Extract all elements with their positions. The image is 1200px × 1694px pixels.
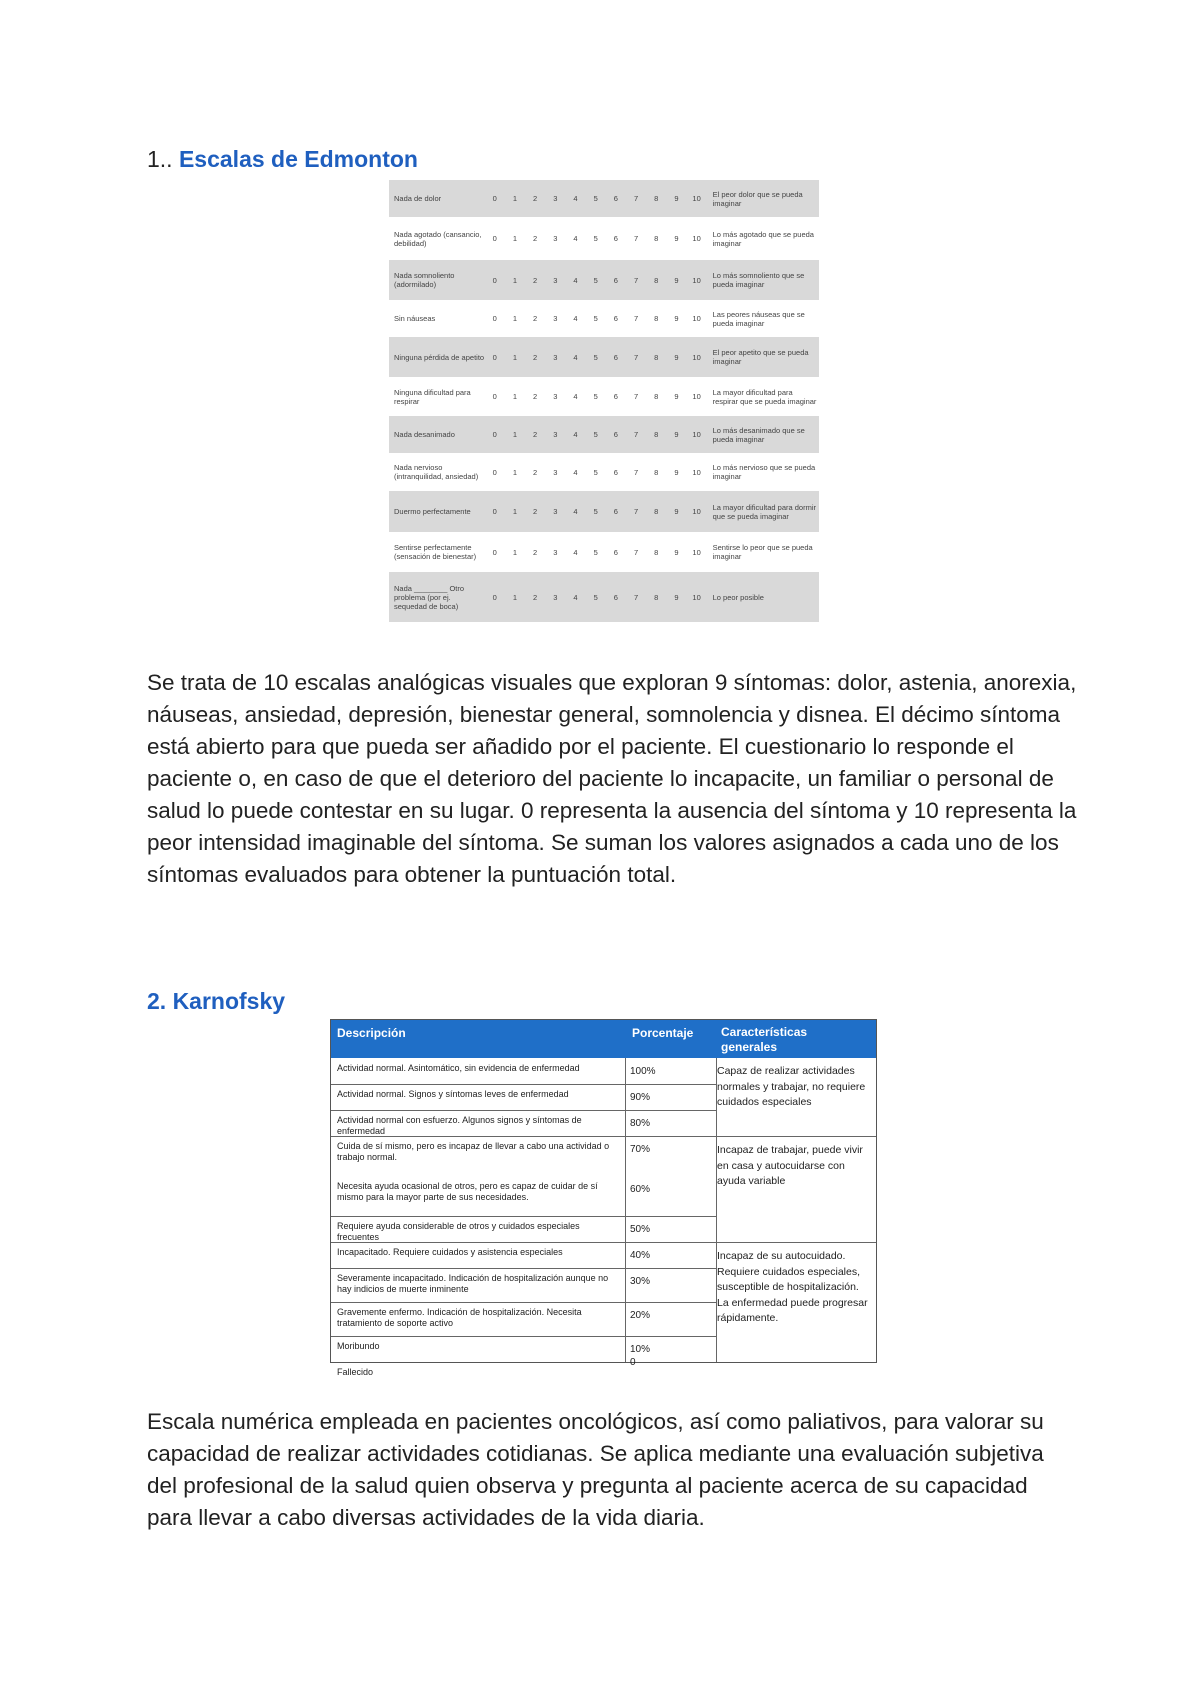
edmonton-scale-number: 1 — [512, 507, 517, 516]
karnofsky-group-divider — [331, 1242, 876, 1243]
edmonton-scale-number: 2 — [533, 592, 538, 602]
edmonton-scale-number: 6 — [613, 194, 618, 203]
edmonton-scale-number: 1 — [512, 547, 517, 557]
edmonton-scale-number: 10 — [692, 194, 701, 203]
karnofsky-header — [331, 1020, 876, 1058]
edmonton-row-right-label: Lo peor posible — [712, 592, 764, 602]
edmonton-scale-number: 7 — [633, 547, 639, 557]
edmonton-scale-number: 8 — [654, 430, 659, 439]
edmonton-scale-number: 5 — [593, 314, 598, 323]
edmonton-scale-number: 4 — [573, 314, 578, 323]
edmonton-scale-number: 10 — [692, 392, 701, 401]
edmonton-row-right-label: La mayor dificultad para respirar que se pueda imaginar — [712, 387, 817, 406]
edmonton-scale-number: 4 — [573, 275, 578, 285]
edmonton-scale-number: 6 — [613, 352, 618, 362]
karnofsky-row-divider — [331, 1084, 716, 1085]
edmonton-row-left-label: Nada de dolor — [394, 194, 442, 203]
edmonton-scale-number: 2 — [533, 314, 538, 323]
edmonton-scale — [485, 194, 707, 203]
edmonton-scale-number: 5 — [593, 234, 598, 243]
edmonton-scale-number: 8 — [654, 194, 659, 203]
edmonton-scale — [485, 353, 707, 362]
karnofsky-description: Requiere ayuda considerable de otros y cuidados especiales frecuentes — [337, 1221, 580, 1242]
edmonton-scale-number: 8 — [654, 507, 659, 516]
karnofsky-description: Incapacitado. Requiere cuidados y asistencia especiales — [337, 1247, 563, 1257]
edmonton-scale-number: 4 — [573, 547, 578, 557]
karnofsky-description: Necesita ayuda ocasional de otros, pero es capaz de cuidar de sí mismo para la mayor parte de sus necesidades. — [337, 1181, 598, 1202]
edmonton-scale-number: 9 — [674, 275, 679, 285]
edmonton-scale-number: 9 — [674, 194, 679, 203]
edmonton-scale-number: 2 — [533, 194, 538, 203]
edmonton-scale-number: 4 — [573, 507, 578, 516]
karnofsky-percentage: 0 — [630, 1357, 636, 1368]
edmonton-scale-number: 0 — [492, 314, 497, 323]
edmonton-scale-number: 2 — [533, 392, 538, 401]
edmonton-scale-number: 0 — [492, 430, 497, 439]
edmonton-scale-number: 2 — [533, 467, 538, 477]
edmonton-scale-number: 10 — [692, 352, 701, 362]
edmonton-scale-number: 6 — [613, 234, 618, 243]
edmonton-row-left-label: Sin náuseas — [394, 314, 436, 323]
edmonton-row-right-label: El peor dolor que se pueda imaginar — [712, 189, 803, 208]
edmonton-scale-number: 0 — [492, 352, 497, 362]
edmonton-scale-number: 0 — [492, 234, 497, 243]
edmonton-scale-number: 2 — [533, 275, 538, 285]
karnofsky-table — [330, 1019, 877, 1377]
section-2-title: 2. Karnofsky — [147, 988, 286, 1014]
edmonton-scale-number: 3 — [553, 275, 558, 285]
karnofsky-description: Cuida de sí mismo, pero es incapaz de llevar a cabo una actividad o trabajo normal. — [337, 1141, 610, 1162]
edmonton-scale-number: 0 — [492, 392, 497, 401]
edmonton-scale-number: 3 — [553, 352, 558, 362]
edmonton-scale-number: 4 — [573, 194, 578, 203]
edmonton-scale-number: 5 — [593, 392, 598, 401]
karnofsky-percentage: 90% — [630, 1092, 651, 1103]
edmonton-row-right-label: Las peores náuseas que se pueda imaginar — [712, 309, 805, 328]
edmonton-row-right-label: El peor apetito que se pueda imaginar — [712, 348, 809, 366]
edmonton-row — [389, 532, 819, 572]
edmonton-row — [389, 416, 819, 453]
header-characteristics: Características generales — [721, 1025, 808, 1054]
edmonton-scale-number: 6 — [613, 430, 618, 439]
karnofsky-percentage: 30% — [630, 1276, 651, 1287]
edmonton-scale-number: 1 — [512, 234, 517, 243]
karnofsky-description: Actividad normal. Asintomático, sin evidencia de enfermedad — [337, 1063, 580, 1073]
edmonton-scale — [485, 234, 707, 243]
edmonton-scale-number: 5 — [593, 430, 598, 439]
edmonton-row-left-label: Duermo perfectamente — [394, 507, 471, 516]
karnofsky-percentage: 60% — [630, 1184, 651, 1195]
edmonton-scale-number: 2 — [533, 234, 538, 243]
edmonton-scale-number: 9 — [674, 467, 679, 477]
edmonton-row-left-label: Nada somnoliento (adormilado) — [394, 271, 455, 289]
edmonton-scale-number: 1 — [512, 194, 517, 203]
edmonton-scale-number: 5 — [593, 194, 598, 203]
karnofsky-characteristics: Incapaz de trabajar, puede vivir en casa y autocuidarse con ayuda variable — [717, 1144, 863, 1187]
edmonton-scale-number: 9 — [674, 352, 679, 362]
karnofsky-percentage: 10% — [630, 1344, 651, 1355]
edmonton-scale-number: 0 — [492, 467, 497, 477]
edmonton-row-left-label: Sentirse perfectamente (sensación de bienestar) — [394, 543, 477, 561]
edmonton-scale-number: 5 — [593, 547, 598, 557]
edmonton-scale-number: 5 — [593, 352, 598, 362]
edmonton-scale-number: 8 — [654, 547, 659, 557]
edmonton-scale-number: 3 — [553, 314, 558, 323]
edmonton-scale — [485, 468, 707, 477]
edmonton-scale-number: 10 — [692, 430, 701, 439]
karnofsky-description: Fallecido — [337, 1367, 374, 1377]
paragraph-1: Se trata de 10 escalas analógicas visuales que exploran 9 síntomas: dolor, astenia, anorexia, náuseas, ansiedad, depresión, bienestar general, somnolencia y disnea. El décimo síntoma está abierto para que pueda ser añadido por el paciente. El cuestionario lo responde el paciente o, en caso de que el deterioro del paciente lo incapacite, un familiar o personal de salud lo puede contestar en su lugar. 0 representa la ausencia del síntoma y 10 representa la peor intensidad imaginable del síntoma. Se suman los valores asignados a cada uno de los síntomas evaluados para obtener la puntuación total. — [147, 670, 1077, 887]
edmonton-scale-number: 7 — [633, 507, 639, 516]
edmonton-scale-number: 10 — [692, 592, 701, 602]
karnofsky-row-divider — [331, 1216, 716, 1217]
edmonton-scale-number: 8 — [654, 352, 659, 362]
edmonton-scale — [485, 314, 707, 323]
section-1-number: 1.. — [147, 146, 173, 172]
edmonton-row — [389, 300, 819, 337]
edmonton-scale-number: 10 — [692, 507, 701, 516]
edmonton-scale-number: 7 — [633, 352, 639, 362]
edmonton-scale-number: 1 — [512, 592, 517, 602]
edmonton-row-left-label: Ninguna pérdida de apetito — [394, 352, 485, 362]
edmonton-row-left-label: Nada agotado (cansancio, debilidad) — [394, 229, 482, 248]
paragraph-2: Escala numérica empleada en pacientes oncológicos, así como paliativos, para valorar su capacidad de realizar actividades cotidianas. Se aplica mediante una evaluación subjetiva del profesional de la salud quien observa y pregunta al paciente acerca de su capacidad para llevar a cabo diversas actividades de la vida diaria. — [147, 1409, 1044, 1530]
edmonton-row-right-label: Lo más agotado que se pueda imaginar — [712, 229, 814, 248]
section-1-title: Escalas de Edmonton — [178, 146, 418, 172]
edmonton-scale-number: 0 — [492, 592, 497, 602]
edmonton-row — [389, 180, 819, 217]
edmonton-scale-number: 10 — [692, 234, 701, 243]
edmonton-scale — [485, 430, 707, 439]
edmonton-row — [389, 572, 819, 622]
edmonton-scale-number: 1 — [512, 352, 517, 362]
edmonton-scale-number: 4 — [573, 592, 578, 602]
edmonton-scale — [485, 392, 707, 401]
edmonton-scale-number: 0 — [492, 507, 497, 516]
edmonton-scale — [485, 276, 707, 285]
edmonton-scale-number: 3 — [553, 430, 558, 439]
edmonton-scale-number: 9 — [674, 592, 679, 602]
edmonton-scale-number: 3 — [553, 194, 558, 203]
edmonton-scale-number: 9 — [674, 547, 679, 557]
edmonton-scale-number: 3 — [553, 234, 558, 243]
edmonton-scale-number: 9 — [674, 314, 679, 323]
edmonton-scale-number: 3 — [553, 547, 558, 557]
edmonton-scale-number: 6 — [613, 314, 618, 323]
karnofsky-characteristics: Incapaz de su autocuidado. Requiere cuidados especiales, susceptible de hospitalización. La enfermedad puede progresar rápidamente. — [717, 1250, 868, 1324]
edmonton-scale-number: 5 — [593, 467, 598, 477]
karnofsky-percentage: 70% — [630, 1144, 651, 1155]
edmonton-scale-number: 3 — [553, 592, 558, 602]
edmonton-scale-number: 2 — [533, 352, 538, 362]
karnofsky-percentage: 80% — [630, 1118, 651, 1129]
edmonton-scale-number: 5 — [593, 592, 598, 602]
edmonton-scale-number: 9 — [674, 392, 679, 401]
edmonton-row-right-label: Lo más nervioso que se pueda imaginar — [712, 463, 816, 481]
karnofsky-group-divider — [331, 1136, 876, 1137]
header-description: Descripción — [337, 1026, 406, 1040]
karnofsky-row-divider — [331, 1302, 716, 1303]
edmonton-scale — [485, 593, 707, 602]
edmonton-scale-number: 6 — [613, 507, 618, 516]
edmonton-scale-number: 1 — [512, 430, 517, 439]
edmonton-scale-number: 1 — [512, 467, 517, 477]
edmonton-scale-number: 5 — [593, 507, 598, 516]
karnofsky-percentage: 40% — [630, 1250, 651, 1261]
edmonton-scale-number: 9 — [674, 507, 679, 516]
edmonton-table — [389, 180, 819, 622]
section-1-heading — [147, 146, 418, 173]
karnofsky-percentage: 100% — [630, 1066, 656, 1077]
edmonton-row-left-label: Ninguna dificultad para respirar — [394, 387, 471, 406]
edmonton-scale-number: 10 — [692, 275, 701, 285]
karnofsky-description: Actividad normal. Signos y síntomas leves de enfermedad — [337, 1089, 569, 1099]
karnofsky-description: Moribundo — [337, 1341, 380, 1351]
edmonton-scale-number: 8 — [654, 234, 659, 243]
edmonton-scale-number: 1 — [512, 392, 517, 401]
edmonton-scale-number: 8 — [654, 592, 659, 602]
edmonton-scale-number: 7 — [633, 275, 639, 285]
edmonton-scale-number: 6 — [613, 392, 618, 401]
edmonton-scale-number: 7 — [633, 430, 639, 439]
edmonton-scale-number: 3 — [553, 507, 558, 516]
edmonton-scale-number: 8 — [654, 275, 659, 285]
karnofsky-column-divider — [625, 1058, 626, 1362]
edmonton-scale — [485, 548, 707, 557]
edmonton-scale-number: 7 — [633, 314, 639, 323]
edmonton-row-left-label: Nada desanimado — [394, 430, 455, 439]
edmonton-scale-number: 10 — [692, 314, 701, 323]
edmonton-row — [389, 377, 819, 416]
edmonton-row — [389, 453, 819, 491]
edmonton-scale-number: 2 — [533, 547, 538, 557]
edmonton-scale-number: 7 — [633, 392, 639, 401]
edmonton-scale-number: 4 — [573, 467, 578, 477]
edmonton-scale-number: 7 — [633, 592, 639, 602]
edmonton-scale-number: 5 — [593, 275, 598, 285]
header-percentage: Porcentaje — [632, 1026, 694, 1040]
edmonton-row-right-label: Lo más desanimado que se pueda imaginar — [712, 425, 805, 444]
edmonton-scale-number: 4 — [573, 430, 578, 439]
karnofsky-description: Severamente incapacitado. Indicación de hospitalización aunque no hay indicios de muerte inminente — [337, 1273, 609, 1294]
edmonton-scale-number: 6 — [613, 592, 618, 602]
edmonton-scale-number: 8 — [654, 314, 659, 323]
edmonton-scale-number: 6 — [613, 547, 618, 557]
edmonton-row — [389, 337, 819, 377]
edmonton-scale-number: 1 — [512, 275, 517, 285]
edmonton-scale-number: 0 — [492, 547, 497, 557]
edmonton-scale-number: 9 — [674, 430, 679, 439]
edmonton-scale-number: 10 — [692, 467, 701, 477]
edmonton-scale-number: 0 — [492, 275, 497, 285]
edmonton-scale-number: 7 — [633, 234, 639, 243]
edmonton-scale-number: 3 — [553, 392, 558, 401]
edmonton-scale-number: 3 — [553, 467, 558, 477]
edmonton-row — [389, 491, 819, 532]
edmonton-scale-number: 1 — [512, 314, 517, 323]
edmonton-row-right-label: Lo más somnoliento que se pueda imaginar — [712, 271, 805, 289]
edmonton-scale-number: 7 — [633, 194, 639, 203]
karnofsky-description: Actividad normal con esfuerzo. Algunos signos y síntomas de enfermedad — [337, 1115, 582, 1136]
edmonton-row — [389, 217, 819, 260]
edmonton-scale-number: 8 — [654, 467, 659, 477]
edmonton-row-right-label: Sentirse lo peor que se pueda imaginar — [712, 543, 813, 561]
edmonton-row-left-label: Nada ________ Otro problema (por ej. sequedad de boca) — [394, 583, 465, 611]
karnofsky-characteristics: Capaz de realizar actividades normales y trabajar, no requiere cuidados especiales — [717, 1065, 866, 1108]
edmonton-scale-number: 8 — [654, 392, 659, 401]
karnofsky-row-divider — [331, 1110, 716, 1111]
edmonton-scale-number: 4 — [573, 392, 578, 401]
karnofsky-row-divider — [331, 1268, 716, 1269]
karnofsky-percentage: 50% — [630, 1224, 651, 1235]
edmonton-scale-number: 0 — [492, 194, 497, 203]
edmonton-scale-number: 2 — [533, 507, 538, 516]
karnofsky-row-divider — [331, 1336, 716, 1337]
karnofsky-percentage: 20% — [630, 1310, 651, 1321]
edmonton-scale-number: 10 — [692, 547, 701, 557]
karnofsky-description: Gravemente enfermo. Indicación de hospitalización. Necesita tratamiento de soporte activo — [337, 1307, 582, 1328]
edmonton-scale-number: 4 — [573, 352, 578, 362]
edmonton-scale-number: 9 — [674, 234, 679, 243]
edmonton-scale — [485, 507, 707, 516]
edmonton-scale-number: 6 — [613, 467, 618, 477]
edmonton-scale-number: 4 — [573, 234, 578, 243]
edmonton-scale-number: 7 — [633, 467, 639, 477]
edmonton-row-left-label: Nada nervioso (intranquilidad, ansiedad) — [394, 463, 479, 481]
edmonton-row — [389, 260, 819, 300]
edmonton-scale-number: 2 — [533, 430, 538, 439]
edmonton-scale-number: 6 — [613, 275, 618, 285]
edmonton-row-right-label: La mayor dificultad para dormir que se pueda imaginar — [712, 502, 817, 521]
